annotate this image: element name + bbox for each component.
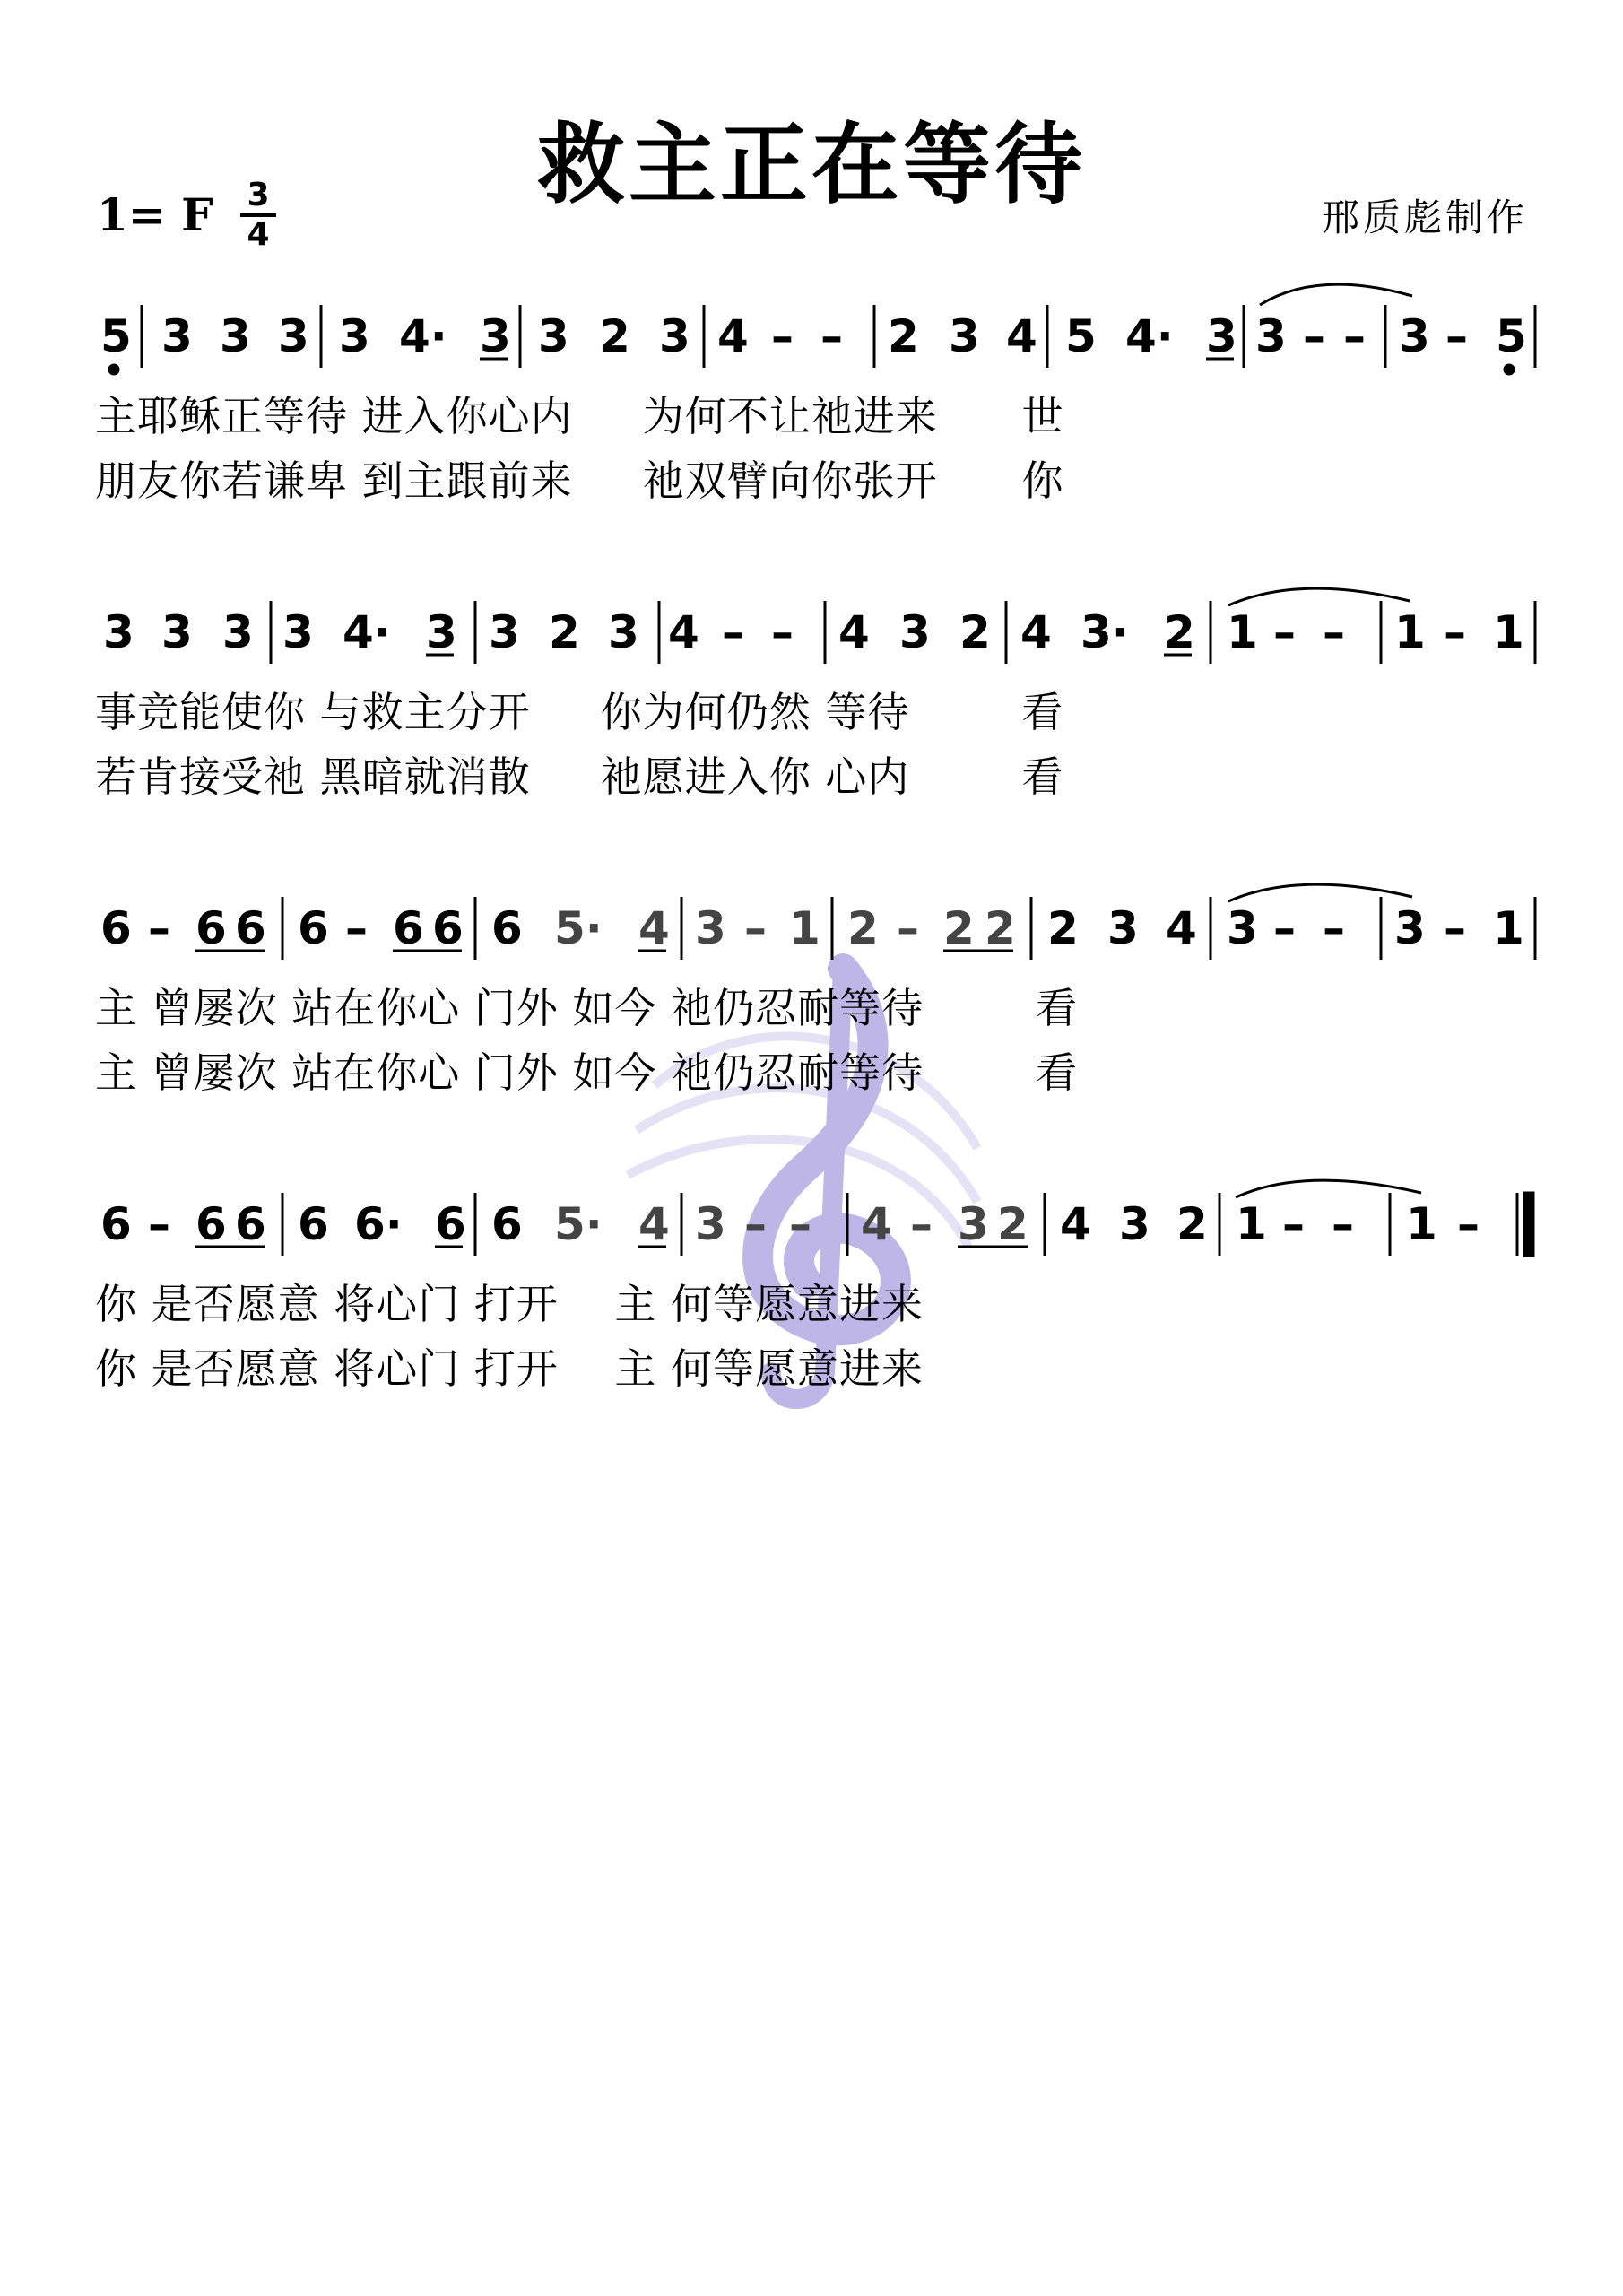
note: 3 bbox=[103, 606, 135, 658]
system-1 bbox=[0, 269, 1623, 547]
note: 2 bbox=[985, 902, 1016, 954]
lyric-line-1: 主 曾屡次 站在你心 门外 如今 祂仍忍耐等待 看 bbox=[95, 984, 1079, 1032]
note: 2 bbox=[959, 606, 991, 658]
note: 6 bbox=[298, 1198, 329, 1250]
lyric-line-1: 事竞能使你 与救主分开 你为何仍然 等待 看 bbox=[95, 688, 1064, 736]
note: 2 bbox=[549, 606, 580, 658]
note: 6 bbox=[491, 902, 523, 954]
note: – bbox=[1457, 1198, 1480, 1250]
page-title: 救主正在等待 bbox=[536, 113, 1086, 216]
note: 3 bbox=[480, 310, 511, 362]
note: 6 bbox=[100, 902, 132, 954]
note: – bbox=[744, 902, 767, 954]
note: 6 bbox=[435, 1198, 466, 1250]
note: 4 bbox=[1020, 606, 1052, 658]
note: – bbox=[910, 1198, 933, 1250]
note: 1 bbox=[789, 902, 820, 954]
note: 3 bbox=[161, 606, 193, 658]
note: 5 bbox=[1065, 310, 1097, 362]
note: 2 bbox=[888, 310, 919, 362]
note: 3 bbox=[538, 310, 569, 362]
note: 3 bbox=[1107, 902, 1139, 954]
note: – bbox=[345, 902, 368, 954]
note: 3 bbox=[282, 606, 314, 658]
note: 5· bbox=[554, 902, 603, 954]
meter-bottom: 4 bbox=[247, 216, 270, 253]
note: – bbox=[1273, 606, 1296, 658]
note: – bbox=[1323, 902, 1345, 954]
note: 3 bbox=[339, 310, 370, 362]
note: 3 bbox=[958, 1198, 989, 1250]
note: 6 bbox=[235, 902, 266, 954]
key-signature: 1= F bbox=[97, 188, 213, 241]
note: 4 bbox=[1006, 310, 1037, 362]
note: – bbox=[771, 310, 794, 362]
note: 6· bbox=[354, 1198, 403, 1250]
lyric-line-2: 你 是否愿意 将心门 打开 主 何等愿意进来 bbox=[95, 1344, 924, 1393]
note: – bbox=[744, 1198, 767, 1250]
note: 4 bbox=[638, 1198, 670, 1250]
note: 6 bbox=[491, 1198, 523, 1250]
note: 1 bbox=[1394, 606, 1426, 658]
note: 3 bbox=[608, 606, 639, 658]
note: 1 bbox=[1236, 1198, 1267, 1250]
note: 4 bbox=[838, 606, 870, 658]
lyric-line-1: 主耶稣正等待 进入你心内 为何不让祂进来 世 bbox=[95, 392, 1064, 440]
note: 3 bbox=[426, 606, 457, 658]
note: 2 bbox=[997, 1198, 1028, 1250]
tie-arc bbox=[1260, 284, 1412, 305]
note: 3 bbox=[659, 310, 690, 362]
note: 5 bbox=[1496, 310, 1527, 362]
note: 3 bbox=[899, 606, 931, 658]
note: 3 bbox=[161, 310, 193, 362]
note: 3 bbox=[1227, 902, 1258, 954]
tie-arc bbox=[1228, 884, 1412, 901]
note: 3 bbox=[695, 902, 726, 954]
note: 3 bbox=[695, 1198, 726, 1250]
note: 6 bbox=[100, 1198, 132, 1250]
note: – bbox=[1332, 1198, 1354, 1250]
note: – bbox=[148, 902, 170, 954]
note: 3 bbox=[949, 310, 980, 362]
note: – bbox=[1323, 606, 1345, 658]
lyric-line-2: 朋友你若谦卑 到主跟前来 祂双臂向你张开 你 bbox=[95, 457, 1064, 505]
lyric-line-2: 若肯接受祂 黑暗就消散 祂愿进入你 心内 看 bbox=[95, 752, 1064, 801]
note: 4· bbox=[343, 606, 391, 658]
note: – bbox=[789, 1198, 812, 1250]
note: 2 bbox=[847, 902, 879, 954]
note: 6 bbox=[195, 1198, 227, 1250]
note: 1 bbox=[1493, 902, 1524, 954]
tie-arc bbox=[1228, 588, 1410, 605]
notes bbox=[100, 902, 1524, 954]
note: 1 bbox=[1227, 606, 1258, 658]
note: 2 bbox=[1164, 606, 1195, 658]
note: – bbox=[1303, 310, 1325, 362]
note: 2 bbox=[943, 902, 975, 954]
note: 6 bbox=[195, 902, 227, 954]
note: 2 bbox=[1047, 902, 1079, 954]
note: 6 bbox=[393, 902, 424, 954]
note: 3 bbox=[222, 606, 254, 658]
note: 5 bbox=[100, 310, 132, 362]
note: – bbox=[1343, 310, 1366, 362]
note: 4· bbox=[1125, 310, 1174, 362]
note: – bbox=[1273, 902, 1296, 954]
note: – bbox=[1445, 310, 1468, 362]
note: – bbox=[820, 310, 843, 362]
meter-top: 3 bbox=[247, 177, 270, 213]
note: 4 bbox=[1166, 902, 1197, 954]
note: 4· bbox=[399, 310, 447, 362]
lyric-line-1: 你 是否愿意 将心门 打开 主 何等愿意进来 bbox=[95, 1280, 924, 1328]
note: 1 bbox=[1493, 606, 1524, 658]
note: 3 bbox=[489, 606, 520, 658]
note: 4 bbox=[717, 310, 749, 362]
notes bbox=[103, 606, 1524, 658]
notes bbox=[100, 1198, 1480, 1250]
tie-arc bbox=[1236, 1180, 1421, 1197]
note: – bbox=[1282, 1198, 1305, 1250]
note: – bbox=[148, 1198, 170, 1250]
note: 6 bbox=[235, 1198, 266, 1250]
system-3 bbox=[0, 861, 1623, 1139]
note: 4 bbox=[638, 902, 670, 954]
credit: 邢质彪制作 bbox=[1321, 196, 1528, 239]
note: 3 bbox=[1119, 1198, 1150, 1250]
note: – bbox=[722, 606, 744, 658]
note: 3 bbox=[1255, 310, 1287, 362]
note: – bbox=[771, 606, 794, 658]
note: 3· bbox=[1081, 606, 1129, 658]
note: 2 bbox=[1176, 1198, 1208, 1250]
note: 4 bbox=[861, 1198, 892, 1250]
note: 3 bbox=[278, 310, 309, 362]
note: 3 bbox=[1399, 310, 1430, 362]
note: 3 bbox=[1206, 310, 1237, 362]
notes bbox=[100, 310, 1527, 362]
system-4 bbox=[0, 1157, 1623, 1435]
note: 3 bbox=[1394, 902, 1426, 954]
note: 4 bbox=[1060, 1198, 1091, 1250]
note: 3 bbox=[220, 310, 251, 362]
lyric-line-2: 主 曾屡次 站在你心 门外 如今 祂仍忍耐等待 看 bbox=[95, 1048, 1079, 1097]
note: – bbox=[1444, 902, 1466, 954]
system-2 bbox=[0, 565, 1623, 843]
note: – bbox=[897, 902, 919, 954]
note: 6 bbox=[298, 902, 329, 954]
note: 1 bbox=[1406, 1198, 1437, 1250]
note: – bbox=[1444, 606, 1466, 658]
time-signature bbox=[240, 179, 276, 251]
note: 4 bbox=[668, 606, 699, 658]
note: 5· bbox=[554, 1198, 603, 1250]
note: 6 bbox=[432, 902, 464, 954]
note: 2 bbox=[599, 310, 630, 362]
